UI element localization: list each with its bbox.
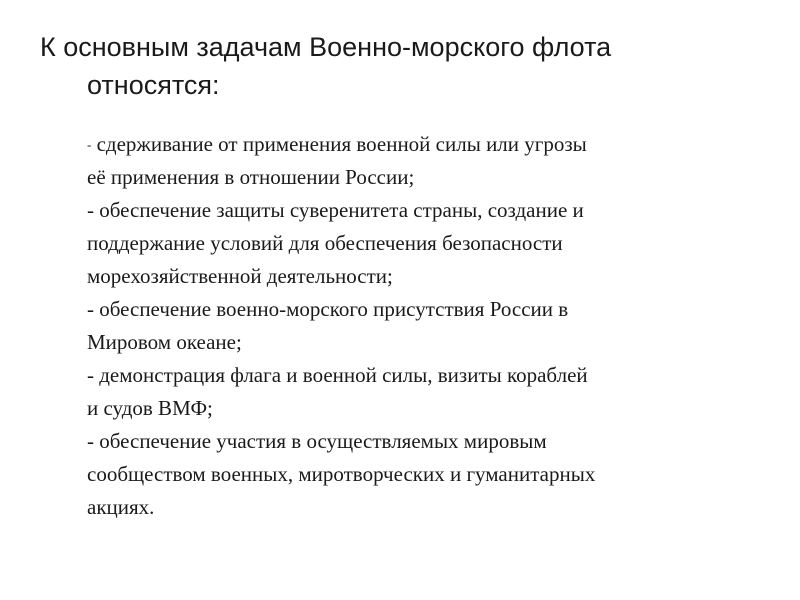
slide-title-line-2: относятся: [87,70,220,100]
tasks-list [87,128,757,524]
tasks-line-11: сообществом военных, миротворческих и гуманитарных [87,462,596,486]
tasks-line-6: - обеспечение военно-морского присутствия России в [87,297,569,321]
slide-title [40,28,760,104]
tasks-line-7: Мировом океане; [87,330,242,354]
tasks-line-1-text: сдерживание от применения военной силы или угрозы [91,132,587,156]
tasks-line-1 [87,128,757,161]
tasks-line-5: морехозяйственной деятельности; [87,264,393,288]
tasks-line-12: акциях. [87,495,155,519]
tasks-line-4: поддержание условий для обеспечения безопасности [87,231,563,255]
list-dash: - [87,137,92,152]
tasks-line-2: её применения в отношении России; [87,165,415,189]
tasks-line-3: - обеспечение защиты суверенитета страны, создание и [87,198,584,222]
slide-title-line-1: К основным задачам Военно-морского флота [40,32,612,62]
tasks-line-10: - обеспечение участия в осуществляемых мировым [87,429,547,453]
tasks-line-9: и судов ВМФ; [87,396,213,420]
tasks-line-8: - демонстрация флага и военной силы, визиты кораблей [87,363,588,387]
